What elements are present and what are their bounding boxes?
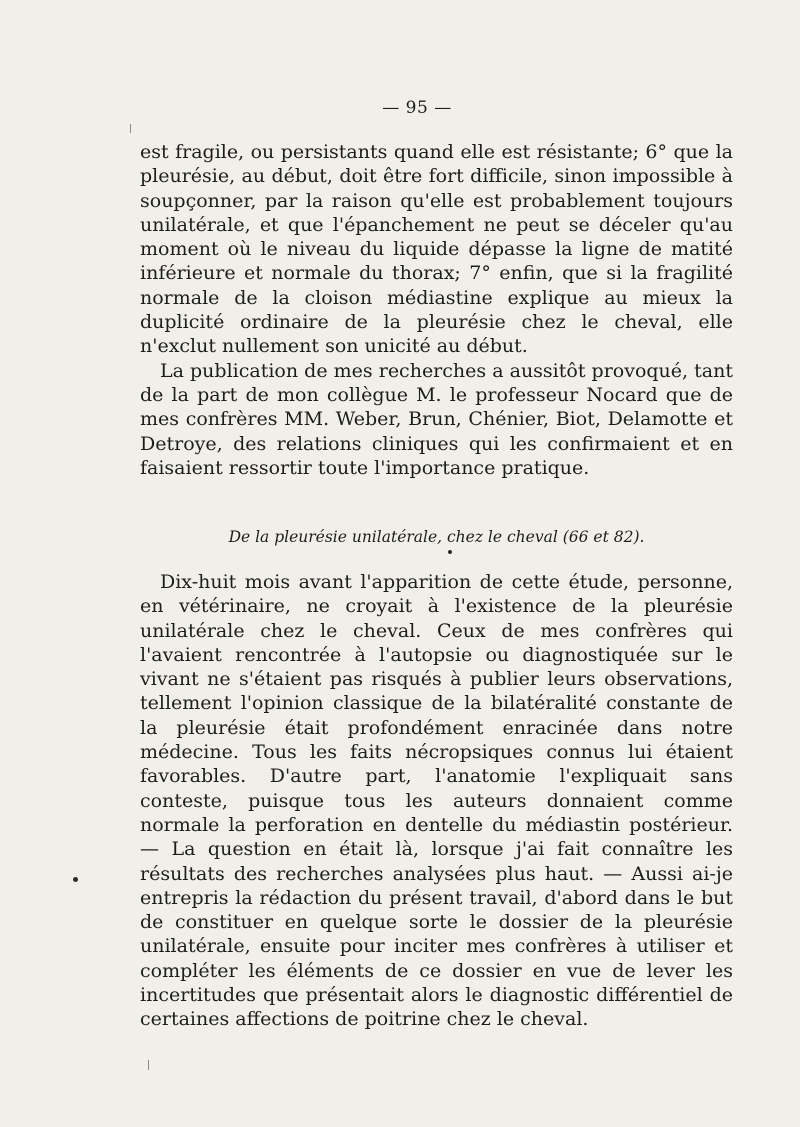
text-block-lower bbox=[140, 570, 733, 1032]
paragraph-publication: La publication de mes recherches a aussitôt provoqué, tant de la part de mon collègue M. le professeur Nocard que de mes confrères MM. Weber, Brun, Chénier, Biot, Delamotte et Detroye, des relations cliniques qui les confirmaient et en faisaient ressortir toute l'importance pratique. bbox=[140, 359, 733, 479]
page-number: — 95 — bbox=[382, 98, 452, 118]
paper-mark bbox=[130, 124, 131, 133]
section-heading: De la pleurésie unilatérale, chez le cheval (66 et 82). bbox=[228, 528, 645, 546]
text-block-upper bbox=[140, 140, 733, 480]
ink-speck bbox=[73, 877, 78, 882]
paragraph-dix-huit-mois: Dix-huit mois avant l'apparition de cette étude, personne, en vétérinaire, ne croyait à l'existence de la pleurésie unilatérale chez le cheval. Ceux de mes confrères qui l'avaient rencontrée à l'autopsie ou diagnostiquée sur le vivant ne s'étaient pas risqués à publier leurs observations, tellement l'opinion classique de la bilatéralité constante de la pleurésie était profondément enracinée dans notre médecine. Tous les faits nécropsiques connus lui étaient favorables. D'autre part, l'anatomie l'expliquait sans conteste, puisque tous les auteurs donnaient comme normale la perforation en dentelle du médiastin postérieur. — La question en était là, lorsque j'ai fait connaître les résultats des recherches analysées plus haut. — Aussi ai-je entrepris la rédaction du présent travail, d'abord dans le but de constituer en quelque sorte le dossier de la pleurésie unilatérale, ensuite pour inciter mes confrères à utiliser et compléter les éléments de ce dossier en vue de lever les incertitudes que présentait alors le diagnostic différentiel de certaines affections de poitrine chez le cheval. bbox=[140, 571, 733, 1031]
ink-speck bbox=[448, 550, 452, 554]
paragraph-continued: est fragile, ou persistants quand elle est résistante; 6° que la pleurésie, au début, doit être fort difficile, sinon impossible à soupçonner, par la raison qu'elle est probablement toujours unilatérale, et que l'épanchement ne peut se déceler qu'au moment où le niveau du liquide dépasse la ligne de matité inférieure et normale du thorax; 7° enfin, que si la fragilité normale de la cloison médiastine explique au mieux la duplicité ordinaire de la pleurésie chez le cheval, elle n'exclut nullement son unicité au début. bbox=[140, 141, 733, 358]
paper-mark bbox=[148, 1060, 149, 1070]
